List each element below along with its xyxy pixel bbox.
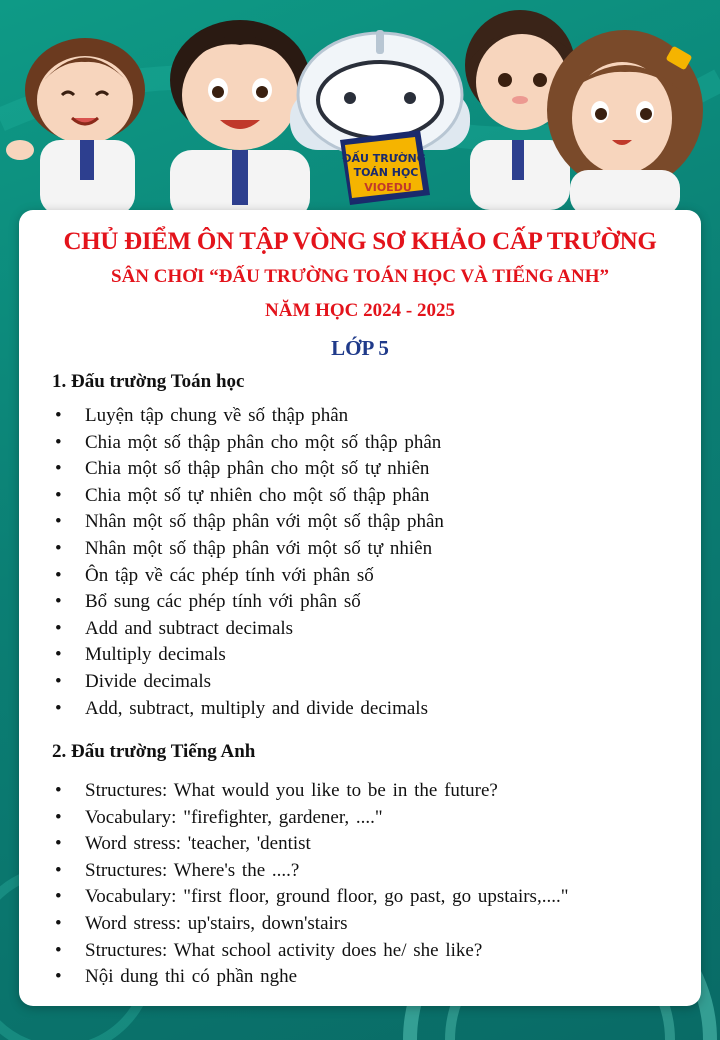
bullet-icon: • xyxy=(55,537,62,559)
page-subtitle: SÂN CHƠI “ĐẤU TRƯỜNG TOÁN HỌC VÀ TIẾNG ANH” xyxy=(111,266,609,287)
list-item xyxy=(55,483,444,510)
svg-text:TOÁN HỌC: TOÁN HỌC xyxy=(353,166,419,179)
section-heading-english: 2. Đấu trường Tiếng Anh xyxy=(52,741,256,762)
list-item-text: Nội dung thi có phần nghe xyxy=(85,966,298,988)
list-item-text: Luyện tập chung về số thập phân xyxy=(85,405,349,426)
bullet-icon: • xyxy=(55,484,62,506)
bullet-icon: • xyxy=(55,405,62,426)
school-year: NĂM HỌC 2024 - 2025 xyxy=(265,300,455,321)
list-item-text: Vocabulary: "firefighter, gardener, ...." xyxy=(85,806,383,828)
list-item-text: Nhân một số thập phân với một số tự nhiên xyxy=(85,537,433,559)
list-item xyxy=(55,536,444,563)
list-item-text: Chia một số tự nhiên cho một số thập phân xyxy=(85,484,430,506)
bullet-icon: • xyxy=(55,833,62,855)
svg-text:VIOEDU: VIOEDU xyxy=(364,181,412,194)
bullet-icon: • xyxy=(55,780,62,801)
page-title: CHỦ ĐIỂM ÔN TẬP VÒNG SƠ KHẢO CẤP TRƯỜNG xyxy=(63,228,657,255)
list-item xyxy=(55,589,444,616)
list-item-text: Add and subtract decimals xyxy=(85,617,294,639)
list-item-text: Chia một số thập phân cho một số tự nhiên xyxy=(85,458,430,480)
list-item xyxy=(55,563,444,590)
list-item xyxy=(55,778,568,805)
bullet-icon: • xyxy=(55,806,62,828)
list-item-text: Bổ sung các phép tính với phân số xyxy=(85,591,361,613)
bullet-icon: • xyxy=(55,939,62,961)
bullet-icon: • xyxy=(55,431,62,453)
list-item xyxy=(55,509,444,536)
section-heading-math: 1. Đấu trường Toán học xyxy=(52,371,245,392)
list-item xyxy=(55,403,444,430)
list-item xyxy=(55,669,444,696)
list-item-text: Nhân một số thập phân với một số thập phân xyxy=(85,511,444,533)
bullet-icon: • xyxy=(55,966,62,988)
list-item xyxy=(55,884,568,911)
character-girl-right-illustration xyxy=(547,30,703,215)
list-item xyxy=(55,858,568,885)
list-item xyxy=(55,456,444,483)
character-boy-illustration xyxy=(170,20,310,220)
list-item-text: Divide decimals xyxy=(85,670,211,692)
list-item-text: Multiply decimals xyxy=(85,644,226,666)
bullet-icon: • xyxy=(55,644,62,666)
bullet-icon: • xyxy=(55,670,62,692)
list-item-text: Vocabulary: "first floor, ground floor, go past, go upstairs,...." xyxy=(85,886,569,908)
list-item-text: Structures: What school activity does he/ she like? xyxy=(85,939,483,961)
list-item xyxy=(55,696,444,723)
list-item xyxy=(55,616,444,643)
list-item xyxy=(55,964,568,991)
list-item-text: Structures: Where's the ....? xyxy=(85,859,300,881)
list-item xyxy=(55,430,444,457)
english-topic-list xyxy=(55,778,568,991)
list-item-text: Ôn tập về các phép tính với phân số xyxy=(85,564,374,586)
list-item xyxy=(55,831,568,858)
vioedu-logo-icon xyxy=(340,130,430,205)
list-item xyxy=(55,642,444,669)
list-item-text: Word stress: up'stairs, down'stairs xyxy=(85,912,348,934)
bullet-icon: • xyxy=(55,617,62,639)
list-item xyxy=(55,911,568,938)
bullet-icon: • xyxy=(55,458,62,480)
list-item-text: Word stress: 'teacher, 'dentist xyxy=(85,833,311,855)
list-item-text: Structures: What would you like to be in the future? xyxy=(85,780,498,801)
grade-label: LỚP 5 xyxy=(331,336,389,360)
bullet-icon: • xyxy=(55,511,62,533)
bullet-icon: • xyxy=(55,564,62,586)
bullet-icon: • xyxy=(55,859,62,881)
bullet-icon: • xyxy=(55,886,62,908)
math-topic-list xyxy=(55,403,444,722)
list-item-text: Chia một số thập phân cho một số thập phân xyxy=(85,431,442,453)
bullet-icon: • xyxy=(55,591,62,613)
list-item-text: Add, subtract, multiply and divide decimals xyxy=(85,697,428,719)
content-card xyxy=(19,210,701,1006)
bullet-icon: • xyxy=(55,697,62,719)
list-item xyxy=(55,805,568,832)
character-girl-left-illustration xyxy=(6,38,145,215)
list-item xyxy=(55,938,568,965)
svg-text:ĐẤU TRƯỜNG: ĐẤU TRƯỜNG xyxy=(342,152,426,165)
bullet-icon: • xyxy=(55,912,62,934)
